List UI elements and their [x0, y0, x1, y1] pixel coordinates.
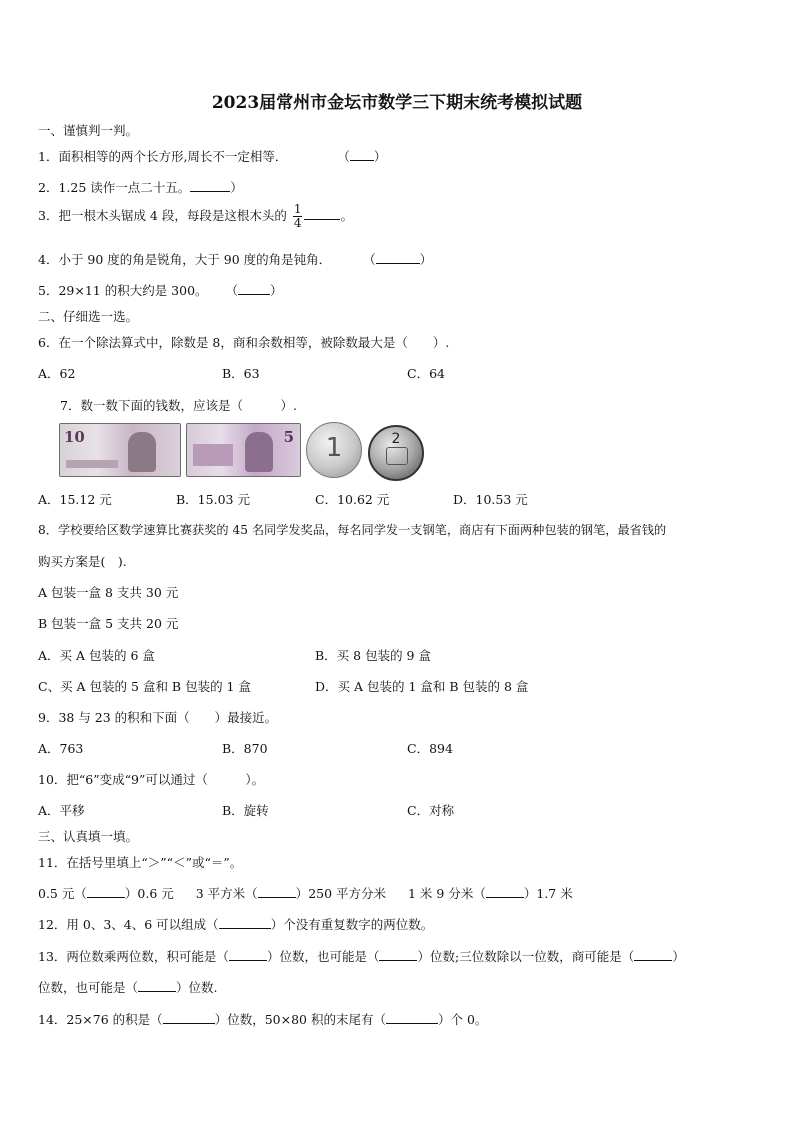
option-a[interactable]: A．平移 — [38, 803, 85, 818]
answer-blank[interactable] — [229, 948, 267, 961]
answer-blank[interactable] — [138, 979, 176, 992]
option-c[interactable]: C．对称 — [407, 803, 455, 818]
question-3 — [38, 203, 353, 230]
paren: ） — [373, 149, 387, 164]
option-b[interactable]: B．870 — [222, 741, 268, 756]
question-6: 6．在一个除法算式中，除数是 8，商和余数相等，被除数最大是（ ）. — [38, 335, 450, 350]
compare-item: 3 平方米 — [195, 886, 246, 901]
question-text: 位数;三位数除以一位数，商可能是 — [430, 949, 622, 964]
question-11: 11．在括号里填上“＞”“＜”或“＝”。 — [38, 855, 243, 870]
coin-value: 1 — [325, 433, 343, 463]
banknote-value: 10 — [64, 428, 85, 446]
question-text: 个 0。 — [450, 1012, 488, 1027]
question-text: 12．用 0、3、4、6 可以组成 — [38, 917, 207, 932]
option-d[interactable]: D．10.53 元 — [453, 492, 528, 507]
question-text: 5．29×11 的积大约是 300。 — [38, 283, 208, 298]
question-11-items: 0.5 元（ ）0.6 元 3 平方米（ ）250 平方分米 1 米 9 分米（ ）1.7 米 — [38, 886, 573, 901]
compare-item: 1.7 米 — [536, 886, 573, 901]
paren: ） — [419, 252, 433, 267]
question-2 — [38, 178, 243, 196]
answer-blank[interactable] — [379, 948, 417, 961]
question-14: 14．25×76 的积是（ ）位数，50×80 积的末尾有（ ）个 0。 — [38, 1012, 488, 1027]
option-b[interactable]: B．旋转 — [222, 803, 269, 818]
answer-blank[interactable] — [219, 916, 271, 929]
question-text: 13．两位数乘两位数，积可能是 — [38, 949, 217, 964]
section-heading-2: 二、仔细选一选。 — [38, 309, 139, 324]
answer-blank[interactable] — [258, 885, 296, 898]
question-text: 位数，也可能是 — [279, 949, 367, 964]
option-c[interactable]: C．10.62 元 — [315, 492, 390, 507]
question-1 — [38, 147, 386, 165]
question-8-line-1: 8．学校要给区数学速算比赛获奖的 45 名同学发奖品，每名同学发一支钢笔，商店有下面两种包装的钢笔，最省钱的 — [38, 523, 667, 537]
answer-blank[interactable] — [238, 282, 270, 295]
option-a[interactable]: A．763 — [38, 741, 84, 756]
option-a[interactable]: A．15.12 元 — [38, 492, 112, 507]
answer-blank[interactable] — [190, 179, 230, 192]
option-c[interactable]: C．64 — [407, 366, 445, 381]
question-text: 14．25×76 的积是 — [38, 1012, 151, 1027]
coin-value: 2 — [391, 431, 401, 447]
period: 。 — [340, 208, 353, 223]
fraction-denominator: 4 — [293, 216, 302, 230]
option-b[interactable]: B．15.03 元 — [176, 492, 250, 507]
answer-blank[interactable] — [304, 207, 340, 220]
paren: （ — [225, 283, 239, 298]
option-c[interactable]: C、买 A 包装的 5 盒和 B 包装的 1 盒 — [38, 679, 251, 694]
option-d[interactable]: D．买 A 包装的 1 盒和 B 包装的 8 盒 — [315, 679, 529, 694]
portrait-icon — [245, 432, 273, 472]
question-text: 位数，也可能是 — [38, 980, 126, 995]
question-9: 9．38 与 23 的积和下面（ ）最接近。 — [38, 710, 278, 725]
answer-blank[interactable] — [386, 1011, 438, 1024]
question-text: 个没有重复数字的两位数。 — [283, 917, 434, 932]
question-13-line-2: 位数，也可能是（ ）位数. — [38, 980, 218, 995]
question-4 — [38, 250, 432, 268]
banknote-pattern — [66, 460, 118, 468]
banknote-pattern — [193, 444, 233, 466]
emblem-icon — [386, 447, 408, 465]
answer-blank[interactable] — [486, 885, 524, 898]
paren: （ — [363, 252, 376, 267]
answer-blank[interactable] — [163, 1011, 215, 1024]
one-yuan-coin-image — [306, 422, 362, 478]
fraction-numerator: 1 — [293, 202, 302, 216]
two-fen-coin-image — [368, 425, 424, 481]
section-heading-3: 三、认真填一填。 — [38, 829, 139, 844]
question-text: 4．小于 90 度的角是锐角，大于 90 度的角是钝角． — [38, 252, 332, 267]
option-b[interactable]: B．63 — [222, 366, 260, 381]
question-12: 12．用 0、3、4、6 可以组成（ ）个没有重复数字的两位数。 — [38, 917, 434, 932]
fraction — [293, 203, 303, 230]
question-7: 7．数一数下面的钱数，应该是（ ）. — [60, 398, 297, 413]
compare-item: 1 米 9 分米 — [408, 886, 474, 901]
question-10: 10．把“6”变成“9”可以通过（ ）。 — [38, 772, 265, 787]
banknote-value: 5 — [283, 428, 294, 446]
section-heading-1: 一、谨慎判一判。 — [38, 123, 139, 138]
option-a[interactable]: A．买 A 包装的 6 盒 — [38, 648, 155, 663]
question-text: 位数. — [188, 980, 218, 995]
compare-item: 250 平方分米 — [308, 886, 387, 901]
question-text: 位数，50×80 积的末尾有 — [227, 1012, 374, 1027]
question-text: 3．把一根木头锯成 4 段，每段是这根木头的 — [38, 208, 287, 223]
answer-blank[interactable] — [634, 948, 672, 961]
option-a[interactable]: A．62 — [38, 366, 76, 381]
paren: （ — [337, 149, 350, 164]
answer-blank[interactable] — [376, 251, 420, 264]
ten-yuan-banknote-image — [59, 423, 181, 477]
five-yuan-banknote-image — [186, 423, 301, 477]
portrait-icon — [128, 432, 156, 472]
compare-item: 0.6 元 — [137, 886, 174, 901]
question-text: 1．面积相等的两个长方形,周长不一定相等． — [38, 149, 288, 164]
package-b-info: B 包装一盒 5 支共 20 元 — [38, 616, 179, 631]
question-5 — [38, 281, 283, 299]
page-title: 2023届常州市金坛市数学三下期末统考模拟试题 — [211, 93, 583, 113]
paren: ） — [230, 180, 243, 195]
package-a-info: A 包装一盒 8 支共 30 元 — [38, 585, 179, 600]
answer-blank[interactable] — [350, 148, 374, 161]
option-b[interactable]: B．买 8 包装的 9 盒 — [315, 648, 431, 663]
answer-blank[interactable] — [87, 885, 125, 898]
question-8-line-2: 购买方案是( ). — [38, 554, 127, 569]
option-c[interactable]: C．894 — [407, 741, 453, 756]
paren: ） — [270, 283, 283, 298]
compare-item: 0.5 元 — [38, 886, 75, 901]
question-text: 2．1.25 读作一点二十五。 — [38, 180, 191, 195]
question-13-line-1: 13．两位数乘两位数，积可能是（ ）位数，也可能是（ ）位数;三位数除以一位数，商可能是（ ） — [38, 949, 685, 964]
